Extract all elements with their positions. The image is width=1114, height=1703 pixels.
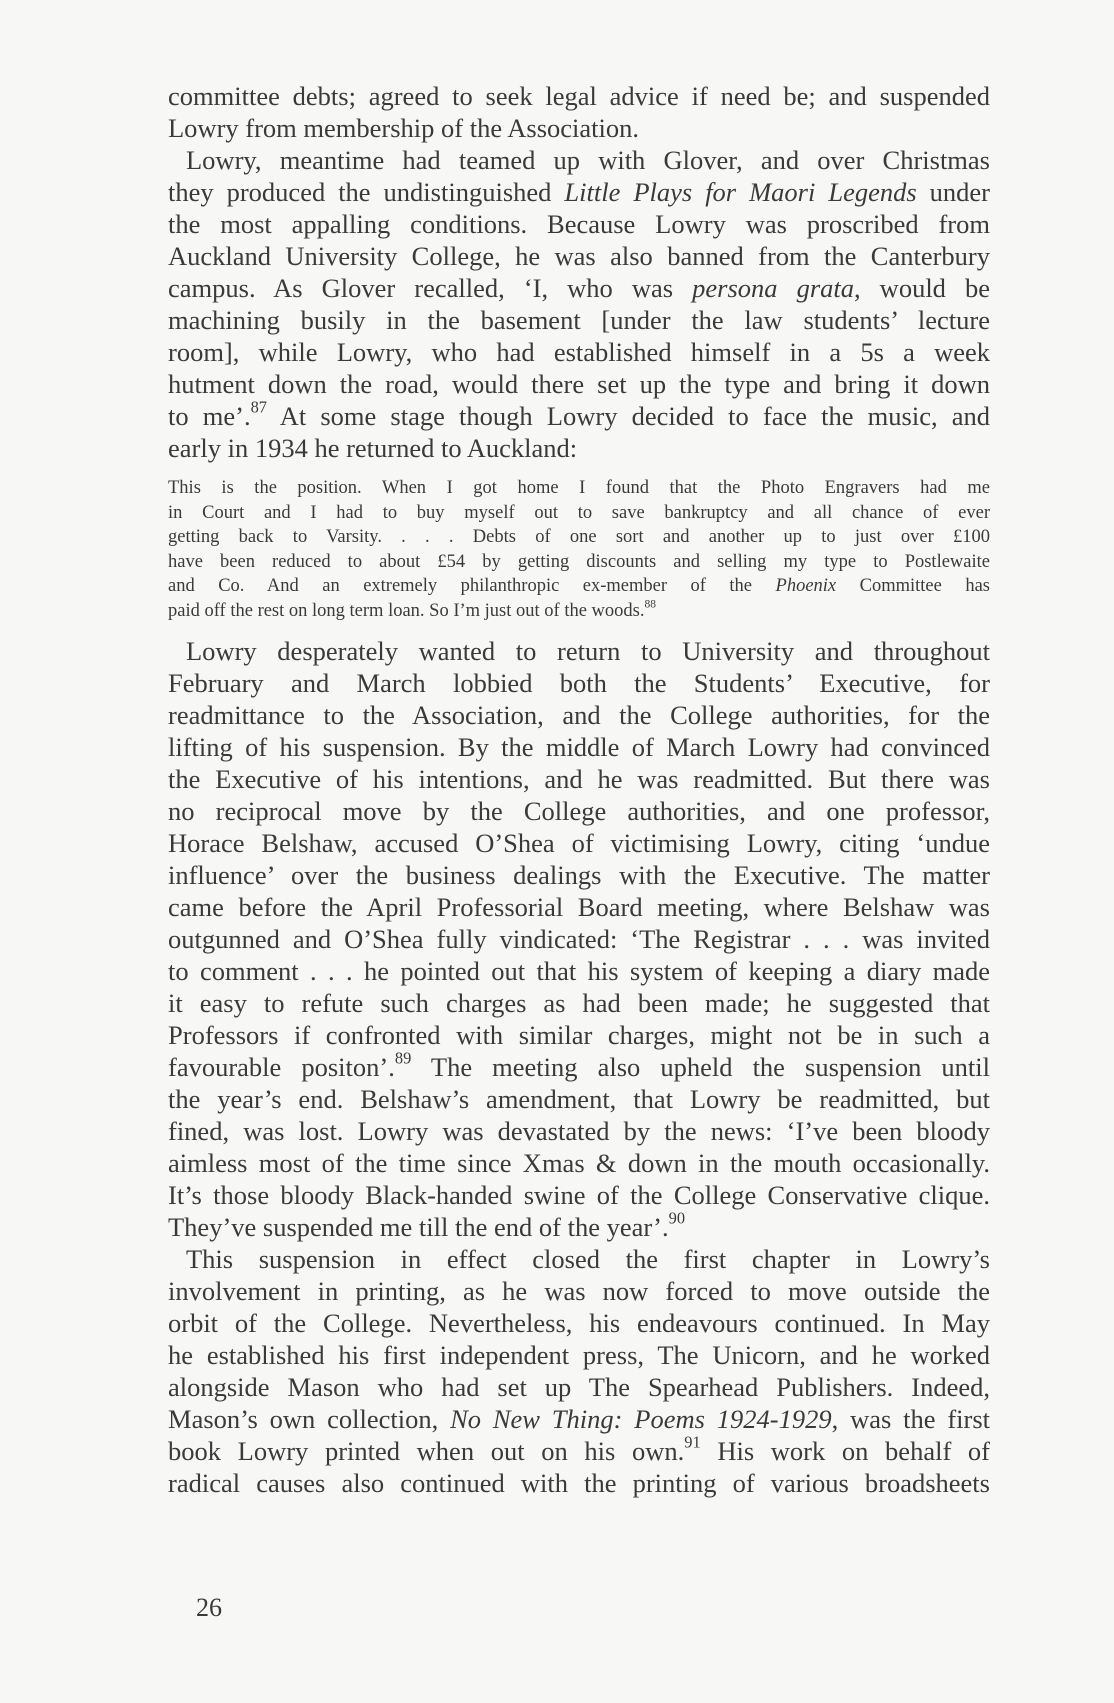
text-run: paid off the rest on long term loan. So I’m just out of the woods. — [168, 600, 645, 621]
text-run: fined, was lost. Lowry was devastated by the news: ‘I’ve been bloody — [168, 1116, 990, 1146]
text-line — [168, 112, 990, 144]
text-line — [168, 1208, 990, 1243]
text-run: involvement in printing, as he was now forced to move outside the — [168, 1276, 990, 1306]
text-line — [168, 336, 990, 368]
footnote-marker: 88 — [644, 597, 656, 610]
text-run: alongside Mason who had set up The Spearhead Publishers. Indeed, — [168, 1372, 990, 1402]
quote-line — [168, 550, 990, 575]
paragraph — [168, 144, 990, 464]
text-line — [168, 1275, 990, 1307]
footnote-marker: 87 — [250, 397, 268, 417]
text-run: Lowry, meantime had teamed up with Glover, and over Christmas — [186, 145, 990, 175]
quote-line — [168, 501, 990, 526]
text-run: His work on behalf of — [700, 1436, 991, 1466]
text-line — [168, 795, 990, 827]
text-line — [168, 1179, 990, 1211]
text-run: to comment . . . he pointed out that his system of keeping a diary made — [168, 956, 990, 986]
text-run: Auckland University College, he was also banned from the Canterbury — [168, 241, 990, 271]
text-line — [168, 635, 990, 667]
text-run: Lowry from membership of the Association. — [168, 113, 640, 143]
text-run: he established his first independent press, The Unicorn, and he worked — [168, 1340, 990, 1370]
text-run: Lowry desperately wanted to return to University and throughout — [186, 636, 990, 666]
text-line — [168, 368, 990, 400]
text-run: they produced the undistinguished — [168, 177, 565, 207]
text-line — [168, 144, 990, 176]
paragraph — [168, 80, 990, 144]
text-line — [168, 432, 990, 464]
quote-line — [168, 525, 990, 550]
text-run: influence’ over the business dealings with the Executive. The matter — [168, 860, 990, 890]
text-run: aimless most of the time since Xmas & down in the mouth occasionally. — [168, 1148, 990, 1178]
text-line — [168, 1371, 990, 1403]
page-number: 26 — [196, 1593, 222, 1622]
text-line — [168, 240, 990, 272]
text-run: in Court and I had to buy myself out to save bankruptcy and all chance of ever — [168, 502, 990, 523]
text-line — [168, 1048, 990, 1083]
text-run: At some stage though Lowry decided to face the music, and — [267, 401, 991, 431]
text-line — [168, 891, 990, 923]
text-line — [168, 1115, 990, 1147]
quote-line — [168, 476, 990, 501]
text-run: readmittance to the Association, and the College authorities, for the — [168, 700, 990, 730]
text-line — [168, 859, 990, 891]
text-line — [168, 80, 990, 112]
text-run: getting back to Varsity. . . . Debts of one sort and another up to just over £100 — [168, 527, 990, 547]
italic-title: Phoenix — [775, 576, 837, 596]
text-run: orbit of the College. Nevertheless, his endeavours continued. In May — [168, 1308, 990, 1338]
text-run: lifting of his suspension. By the middle of March Lowry had convinced — [168, 732, 990, 762]
paragraph — [168, 635, 990, 1243]
italic-title: No New Thing: Poems 1924-1929 — [450, 1404, 832, 1434]
text-run: , was the first — [831, 1404, 991, 1434]
text-line — [168, 987, 990, 1019]
text-run: machining busily in the basement [under the law students’ lecture — [168, 305, 990, 335]
text-run: no reciprocal move by the College authorities, and one professor, — [168, 796, 990, 826]
text-run: radical causes also continued with the printing of various broadsheets — [168, 1468, 990, 1498]
text-line — [168, 1019, 990, 1051]
paragraph — [168, 1243, 990, 1499]
text-line — [168, 397, 991, 432]
text-run: Horace Belshaw, accused O’Shea of victimising Lowry, citing ‘undue — [168, 828, 990, 858]
text-run: have been reduced to about £54 by getting discounts and selling my type to Postlewaite — [168, 551, 990, 572]
text-line — [168, 1147, 990, 1179]
text-run: They’ve suspended me till the end of the year’. — [168, 1212, 669, 1242]
text-line — [168, 1243, 990, 1275]
text-run: the Executive of his intentions, and he was readmitted. But there was — [168, 764, 990, 794]
quote-line — [168, 599, 990, 624]
text-line — [168, 731, 990, 763]
text-run: Committee has — [836, 576, 990, 596]
text-run: campus. As Glover recalled, ‘I, who was — [168, 273, 693, 303]
text-run: Professors if confronted with similar charges, might not be in such a — [168, 1020, 990, 1050]
text-run: , would be — [854, 273, 990, 303]
text-run: The meeting also upheld the suspension until — [411, 1052, 990, 1082]
quote-line — [168, 574, 990, 599]
page-text-block — [168, 80, 990, 1499]
text-line — [168, 272, 990, 304]
italic-title: Little Plays for Maori Legends — [564, 177, 917, 207]
text-run: the year’s end. Belshaw’s amendment, that Lowry be readmitted, but — [168, 1084, 990, 1114]
footnote-marker: 91 — [684, 1432, 701, 1452]
footnote-marker: 90 — [668, 1208, 686, 1228]
italic-title: persona grata — [692, 273, 854, 303]
text-run: came before the April Professorial Board meeting, where Belshaw was — [168, 892, 990, 922]
text-line — [168, 1307, 990, 1339]
text-run: This suspension in effect closed the first chapter in Lowry’s — [186, 1244, 990, 1274]
text-line — [168, 304, 990, 336]
text-run: under — [916, 177, 990, 207]
text-line — [168, 699, 990, 731]
text-line — [168, 1467, 990, 1499]
text-run: This is the position. When I got home I found that the Photo Engravers had me — [168, 478, 990, 498]
text-line — [168, 763, 990, 795]
text-run: It’s those bloody Black-handed swine of the College Conservative clique. — [168, 1180, 990, 1210]
text-run: book Lowry printed when out on his own. — [168, 1436, 685, 1466]
text-line — [168, 1403, 990, 1435]
text-run: hutment down the road, would there set up the type and bring it down — [168, 369, 990, 399]
text-line — [168, 1339, 990, 1371]
text-line — [168, 827, 990, 859]
text-run: early in 1934 he returned to Auckland: — [168, 433, 578, 463]
text-line — [168, 1083, 990, 1115]
text-run: room], while Lowry, who had established himself in a 5s a week — [168, 337, 990, 367]
text-run: February and March lobbied both the Students’ Executive, for — [168, 668, 990, 698]
text-run: it easy to refute such charges as had been made; he suggested that — [168, 988, 990, 1018]
text-run: committee debts; agreed to seek legal advice if need be; and suspended — [168, 81, 990, 111]
text-line — [168, 1432, 991, 1467]
text-run: outgunned and O’Shea fully vindicated: ‘The Registrar . . . was invited — [168, 924, 990, 954]
text-line — [168, 923, 990, 955]
text-line — [168, 176, 990, 208]
text-line — [168, 667, 990, 699]
block-quote — [168, 476, 990, 623]
text-run: and Co. And an extremely philanthropic ex-member of the — [168, 576, 776, 596]
text-run: the most appalling conditions. Because Lowry was proscribed from — [168, 209, 990, 239]
text-run: Mason’s own collection, — [168, 1404, 451, 1434]
text-line — [168, 208, 990, 240]
text-line — [168, 955, 990, 987]
text-run: to me’. — [168, 401, 251, 431]
footnote-marker: 89 — [394, 1048, 412, 1068]
text-run: favourable positon’. — [168, 1052, 395, 1082]
